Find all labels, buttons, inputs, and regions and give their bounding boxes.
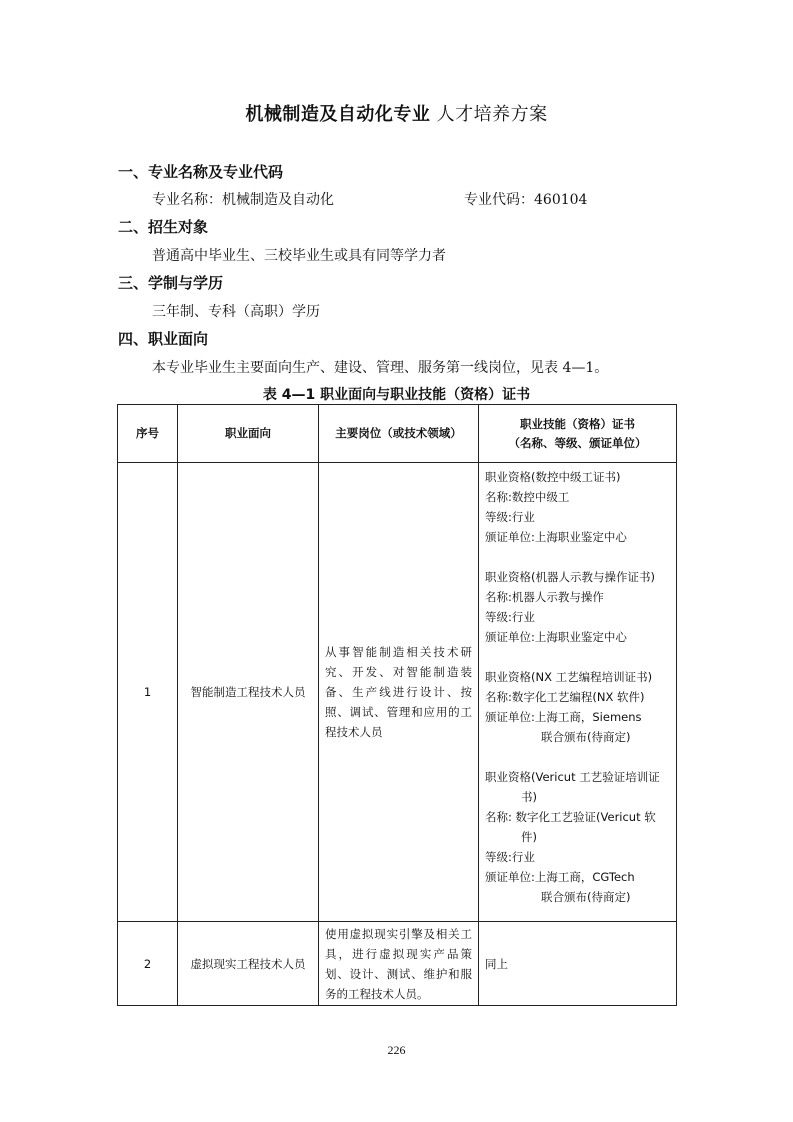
row-direction: 智能制造工程技术人员 xyxy=(178,463,319,922)
cert-line: 等级:行业 xyxy=(485,610,535,624)
cert-line: 职业资格(数控中级工证书) xyxy=(485,470,621,484)
career-table xyxy=(117,404,677,1006)
header-no: 序号 xyxy=(118,405,178,463)
header-positions: 主要岗位（或技术领域） xyxy=(319,405,479,463)
document-title xyxy=(0,100,793,126)
cert-spacer xyxy=(485,747,670,767)
header-certs-line1: 职业技能（资格）证书 xyxy=(520,416,635,431)
row-certs xyxy=(479,463,677,922)
cert-line: 颁证单位:上海工商，CGTech xyxy=(485,870,635,884)
cert-line: 联合颁布(待商定) xyxy=(541,730,631,744)
section-heading-1: 一、专业名称及专业代码 xyxy=(118,163,284,181)
row-no: 1 xyxy=(118,463,178,922)
cert-line: 颁证单位:上海工商，Siemens xyxy=(485,710,642,724)
cert-line: 等级:行业 xyxy=(485,510,535,524)
duration-text: 三年制、专科（高职）学历 xyxy=(152,304,320,320)
table-caption: 表 4—1 职业面向与职业技能（资格）证书 xyxy=(262,387,531,403)
cert-line: 颁证单位:上海职业鉴定中心 xyxy=(485,530,627,544)
row-positions: 从事智能制造相关技术研究、开发、对智能制造装备、生产线进行设计、按照、调试、管理和应用的工程技术人员 xyxy=(319,463,479,922)
table-header-row xyxy=(118,405,677,463)
row-positions: 使用虚拟现实引擎及相关工具，进行虚拟现实产品策划、设计、测试、维护和服务的工程技术人员。 xyxy=(319,922,479,1006)
cert-line: 联合颁布(待商定) xyxy=(541,890,631,904)
cert-line: 职业资格(机器人示教与操作证书) xyxy=(485,570,655,584)
table-row xyxy=(118,463,677,922)
page-number: 226 xyxy=(387,1043,406,1057)
table-row xyxy=(118,922,677,1006)
title-rest: 人才培养方案 xyxy=(430,104,548,125)
cert-line: 颁证单位:上海职业鉴定中心 xyxy=(485,630,627,644)
cert-line: 职业资格(Vericut 工艺验证培训证 xyxy=(485,770,660,784)
section-heading-2: 二、招生对象 xyxy=(118,218,209,236)
cert-line: 书) xyxy=(521,790,537,804)
cert-line: 名称: 数字化工艺验证(Vericut 软 xyxy=(485,810,656,824)
major-code-line: 专业代码：460104 xyxy=(464,192,588,208)
enrollment-text: 普通高中毕业生、三校毕业生或具有同等学力者 xyxy=(152,248,446,264)
header-direction: 职业面向 xyxy=(178,405,319,463)
major-name-line: 专业名称：机械制造及自动化 xyxy=(152,192,334,208)
cert-line: 名称:机器人示教与操作 xyxy=(485,590,604,604)
career-text: 本专业毕业生主要面向生产、建设、管理、服务第一线岗位，见表 4—1。 xyxy=(152,360,609,376)
cert-line: 件) xyxy=(521,830,537,844)
cert-line: 名称:数控中级工 xyxy=(485,490,570,504)
title-major: 机械制造及自动化专业 xyxy=(245,104,431,125)
section-heading-4: 四、职业面向 xyxy=(118,330,209,348)
cert-spacer xyxy=(485,647,670,667)
section-heading-3: 三、学制与学历 xyxy=(118,274,224,292)
cert-spacer xyxy=(485,547,670,567)
row-certs: 同上 xyxy=(479,922,677,1006)
row-direction: 虚拟现实工程技术人员 xyxy=(178,922,319,1006)
cert-line: 名称:数字化工艺编程(NX 软件) xyxy=(485,690,645,704)
header-certs-line2: （名称、等级、颁证单位） xyxy=(508,435,647,450)
cert-line: 职业资格(NX 工艺编程培训证书) xyxy=(485,670,653,684)
cert-line: 等级:行业 xyxy=(485,850,535,864)
row-no: 2 xyxy=(118,922,178,1006)
header-certs xyxy=(479,405,677,463)
